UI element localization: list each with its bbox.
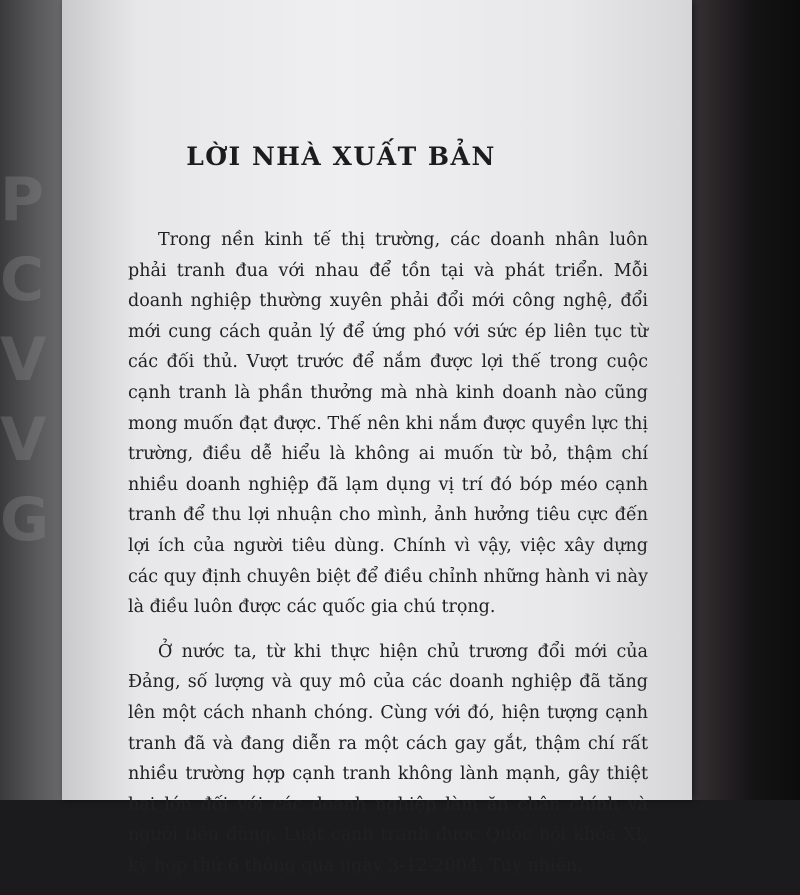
background-dark xyxy=(685,0,800,800)
previous-page-edge xyxy=(0,0,70,800)
body-text xyxy=(128,225,648,895)
paragraph-2: Ở nước ta, từ khi thực hiện chủ trương đổi mới của Đảng, số lượng và quy mô của các doanh nghiệp đã tăng lên một cách nhanh chóng. Cùng với đó, hiện tượng cạnh tranh đã và đang diễn ra một cách gay gắt, thậm chí rất nhiều trường hợp cạnh tranh không lành mạnh, gây thiệt hại lớn đối với các doanh nghiệp làm ăn chân chính và người tiêu dùng. Luật cạnh tranh được Quốc hội khóa XI, kỳ họp thứ 6 thông qua ngày 3-12-2004. Tuy nhiên, xyxy=(128,641,648,876)
previous-page-bleed: P C V V G xyxy=(0,165,50,555)
paragraph-1: Trong nền kinh tế thị trường, các doanh nhân luôn phải tranh đua với nhau để tồn tại và phát triển. Mỗi doanh nghiệp thường xuyên phải đổi mới công nghệ, đổi mới cung cách quản lý để ứng phó với sức ép liên tục từ các đối thủ. Vượt trước để nắm được lợi thế trong cuộc cạnh tranh là phần thưởng mà nhà kinh doanh nào cũng mong muốn đạt được. Thế nên khi nắm được quyền lực thị trường, điều dễ hiểu là không ai muốn từ bỏ, thậm chí nhiều doanh nghiệp đã lạm dụng vị trí đó bóp méo cạnh tranh để thu lợi nhuận cho mình, ảnh hưởng tiêu cực đến lợi ích của người tiêu dùng. Chính vì vậy, việc xây dựng các quy định chuyên biệt để điều chỉnh những hành vi này là điều luôn được các quốc gia chú trọng. xyxy=(128,230,648,618)
book-page xyxy=(62,0,692,876)
page-title: LỜI NHÀ XUẤT BẢN xyxy=(186,142,496,171)
